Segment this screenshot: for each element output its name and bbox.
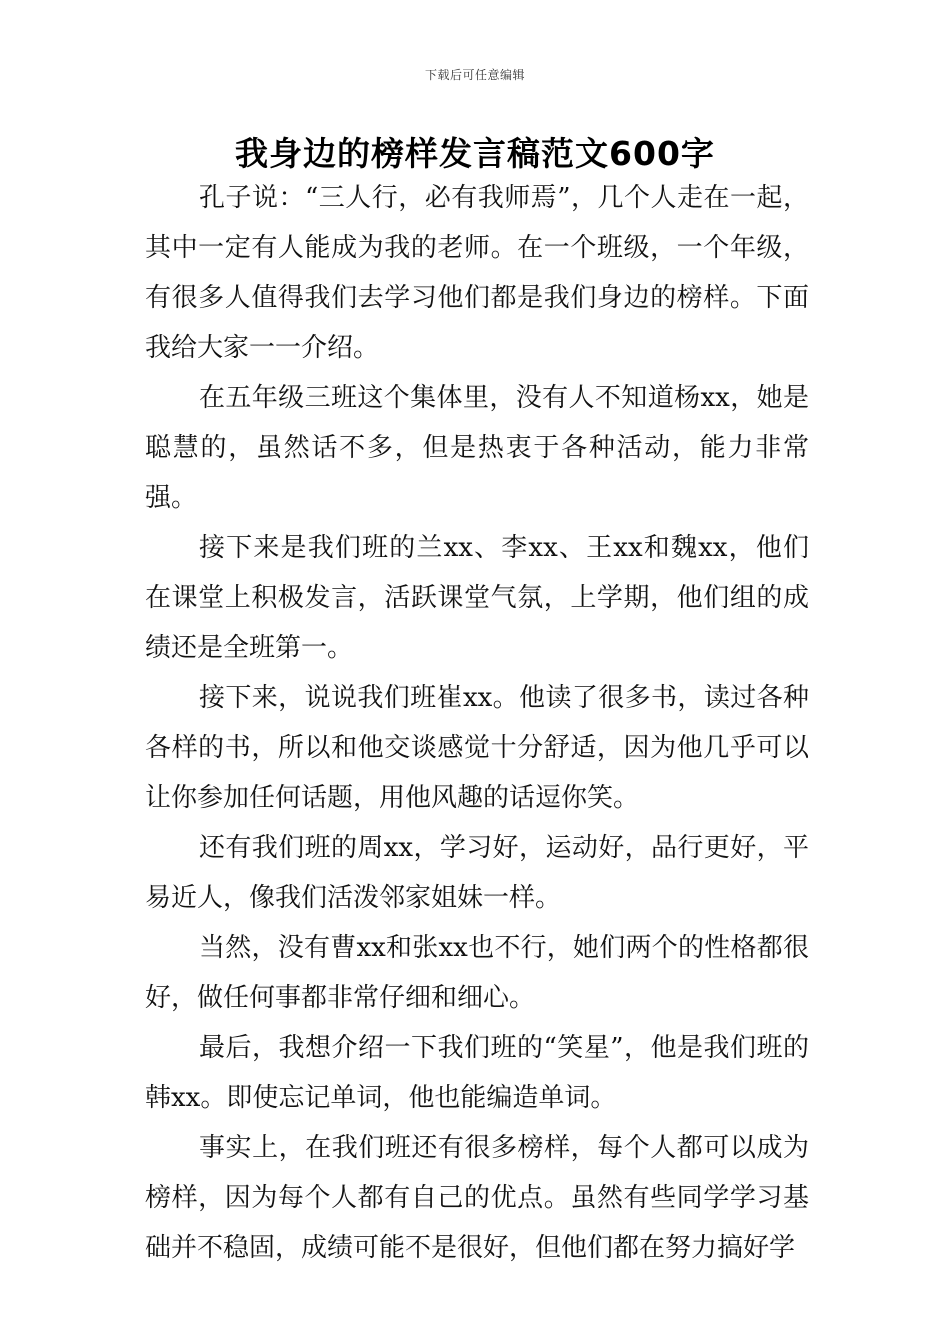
paragraph: 在五年级三班这个集体里，没有人不知道杨xx，她是聪慧的，虽然话不多，但是热衷于各种活动，能力非常强。 xyxy=(145,383,809,513)
document-body xyxy=(145,173,809,1273)
paragraph: 接下来是我们班的兰xx、李xx、王xx和魏xx，他们在课堂上积极发言，活跃课堂气氛，上学期，他们组的成绩还是全班第一。 xyxy=(145,533,809,663)
paragraph: 接下来，说说我们班崔xx。他读了很多书，读过各种各样的书，所以和他交谈感觉十分舒适，因为他几乎可以让你参加任何话题，用他风趣的话逗你笑。 xyxy=(145,683,809,813)
paragraph: 当然，没有曹xx和张xx也不行，她们两个的性格都很好，做任何事都非常仔细和细心。 xyxy=(145,933,809,1013)
paragraph: 最后，我想介绍一下我们班的“笑星”，他是我们班的韩xx。即使忘记单词，他也能编造单词。 xyxy=(145,1033,809,1113)
paragraph: 孔子说：“三人行，必有我师焉”，几个人走在一起，其中一定有人能成为我的老师。在一个班级，一个年级，有很多人值得我们去学习他们都是我们身边的榜样。下面我给大家一一介绍。 xyxy=(145,183,809,363)
paragraph: 事实上，在我们班还有很多榜样，每个人都可以成为榜样，因为每个人都有自己的优点。虽然有些同学学习基础并不稳固，成绩可能不是很好，但他们都在努力搞好学 xyxy=(145,1133,809,1263)
header-note: 下载后可任意编辑 xyxy=(424,68,525,82)
document-title: 我身边的榜样发言稿范文600字 xyxy=(235,134,715,173)
paragraph: 还有我们班的周xx，学习好，运动好，品行更好，平易近人，像我们活泼邻家姐妹一样。 xyxy=(145,833,809,913)
